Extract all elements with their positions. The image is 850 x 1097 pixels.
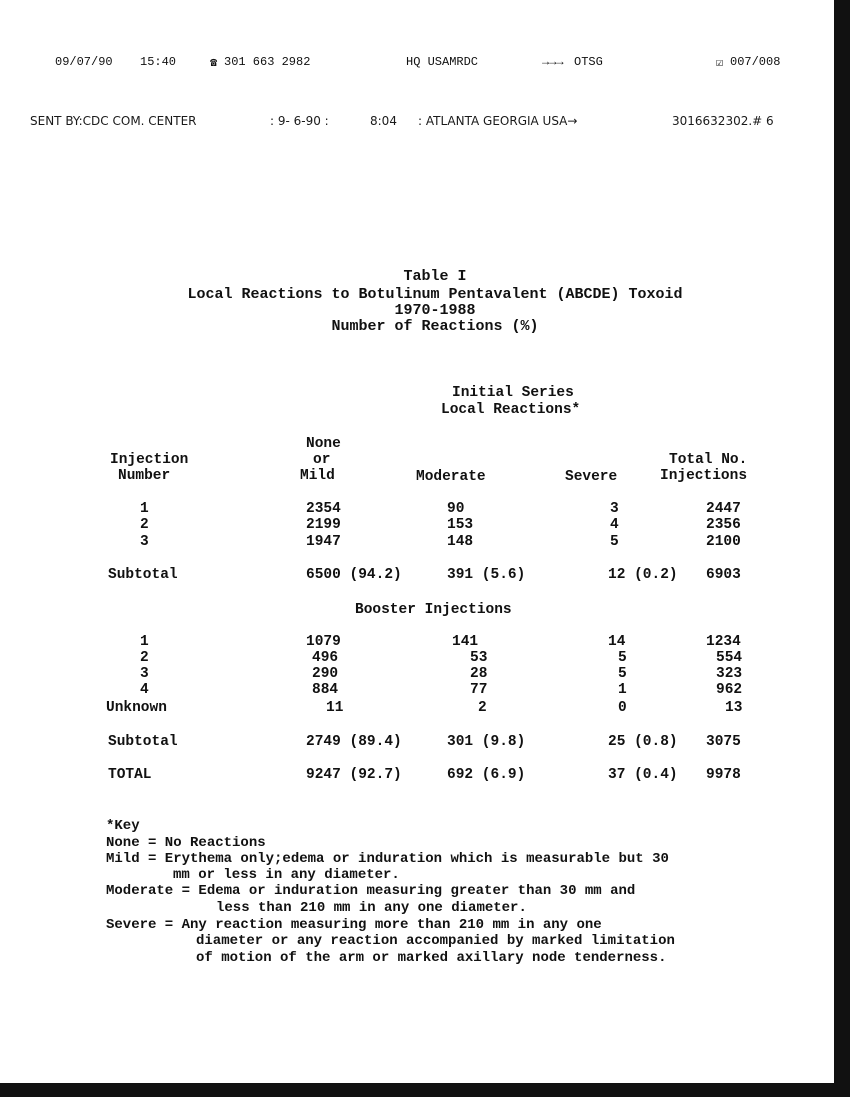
initial-row-2-moderate: 153 xyxy=(447,517,474,533)
booster-row-2-none-mild: 496 xyxy=(312,650,339,666)
grand-total-severe: 37 (0.4) xyxy=(608,767,678,783)
sent-by: SENT BY:CDC COM. CENTER xyxy=(30,114,197,128)
booster-row-2-severe: 5 xyxy=(618,650,627,666)
col-none-header: None xyxy=(306,436,341,452)
initial-row-1-severe: 3 xyxy=(610,501,619,517)
initial-row-3-none-mild: 1947 xyxy=(306,534,341,550)
booster-row-1-none-mild: 1079 xyxy=(306,634,341,650)
key-severe-cont-1: diameter or any reaction accompanied by marked limitation xyxy=(196,933,675,949)
table-subtitle: Local Reactions to Botulinum Pentavalent (ABCDE) Toxoid xyxy=(187,286,683,303)
col-none-header-2: or xyxy=(313,452,331,468)
booster-row-5-moderate: 2 xyxy=(478,700,487,716)
key-severe-cont-2: of motion of the arm or marked axillary node tenderness. xyxy=(196,950,667,966)
booster-row-4-severe: 1 xyxy=(618,682,627,698)
local-reactions-heading: Local Reactions* xyxy=(441,402,581,418)
initial-series-heading: Initial Series xyxy=(452,385,574,401)
scan-border-right xyxy=(834,0,850,1097)
initial-subtotal-none-mild: 6500 (94.2) xyxy=(306,567,402,583)
col-none-header-3: Mild xyxy=(300,468,335,484)
booster-subtotal-severe: 25 (0.8) xyxy=(608,734,678,750)
initial-row-1-none-mild: 2354 xyxy=(306,501,341,517)
fax-page: 007/008 xyxy=(730,55,781,69)
page-icon: ☑ xyxy=(716,56,724,70)
sent-code: 3016632302.# 6 xyxy=(672,114,774,128)
booster-row-4-none-mild: 884 xyxy=(312,682,339,698)
booster-row-3-total: 323 xyxy=(716,666,743,682)
booster-row-1-moderate: 141 xyxy=(452,634,479,650)
booster-row-3-moderate: 28 xyxy=(470,666,488,682)
booster-row-5-severe: 0 xyxy=(618,700,627,716)
key-none: None = No Reactions xyxy=(106,835,266,851)
fax-date: 09/07/90 xyxy=(55,55,113,69)
key-moderate: Moderate = Edema or induration measuring greater than 30 mm and xyxy=(106,883,636,899)
phone-icon: ☎ xyxy=(210,56,218,70)
grand-total-label: TOTAL xyxy=(108,767,152,783)
booster-row-2-injection: 2 xyxy=(140,650,149,666)
key-mild: Mild = Erythema only;edema or induration which is measurable but 30 xyxy=(106,851,669,867)
initial-subtotal-moderate: 391 (5.6) xyxy=(447,567,526,583)
initial-row-2-none-mild: 2199 xyxy=(306,517,341,533)
initial-row-1-injection: 1 xyxy=(140,501,149,517)
initial-row-1-moderate: 90 xyxy=(447,501,465,517)
initial-subtotal-total: 6903 xyxy=(706,567,741,583)
booster-subtotal-none-mild: 2749 (89.4) xyxy=(306,734,402,750)
grand-total-total: 9978 xyxy=(706,767,741,783)
sent-time: 8:04 xyxy=(370,114,397,128)
initial-row-2-total: 2356 xyxy=(706,517,741,533)
initial-row-2-injection: 2 xyxy=(140,517,149,533)
initial-row-3-severe: 5 xyxy=(610,534,619,550)
sent-date: : 9- 6-90 : xyxy=(270,114,329,128)
grand-total-moderate: 692 (6.9) xyxy=(447,767,526,783)
booster-row-3-severe: 5 xyxy=(618,666,627,682)
col-total-header: Total No. xyxy=(669,452,748,468)
booster-row-5-injection: Unknown xyxy=(106,700,167,716)
booster-heading: Booster Injections xyxy=(355,602,512,618)
sent-location: : ATLANTA GEORGIA USA→ xyxy=(418,114,578,128)
booster-subtotal-moderate: 301 (9.8) xyxy=(447,734,526,750)
fax-from: HQ USAMRDC xyxy=(406,55,479,69)
booster-row-2-moderate: 53 xyxy=(470,650,488,666)
initial-row-3-total: 2100 xyxy=(706,534,741,550)
fax-phone: 301 663 2982 xyxy=(224,55,311,69)
col-moderate-header: Moderate xyxy=(416,469,486,485)
table-title: Table I xyxy=(403,268,467,285)
booster-row-5-none-mild: 11 xyxy=(326,700,344,716)
booster-row-1-total: 1234 xyxy=(706,634,741,650)
booster-row-4-total: 962 xyxy=(716,682,743,698)
grand-total-none-mild: 9247 (92.7) xyxy=(306,767,402,783)
booster-row-2-total: 554 xyxy=(716,650,743,666)
scan-border-bottom xyxy=(0,1083,850,1097)
initial-subtotal-severe: 12 (0.2) xyxy=(608,567,678,583)
col-total-header-2: Injections xyxy=(660,468,748,484)
booster-row-4-injection: 4 xyxy=(140,682,149,698)
booster-row-5-total: 13 xyxy=(725,700,743,716)
key-mild-cont: mm or less in any diameter. xyxy=(173,867,400,883)
initial-row-3-injection: 3 xyxy=(140,534,149,550)
table-years: 1970-1988 xyxy=(394,302,476,319)
initial-row-3-moderate: 148 xyxy=(447,534,474,550)
col-severe-header: Severe xyxy=(565,469,618,485)
key-heading: *Key xyxy=(106,818,140,834)
initial-row-2-severe: 4 xyxy=(610,517,619,533)
booster-row-4-moderate: 77 xyxy=(470,682,488,698)
fax-to: OTSG xyxy=(574,55,603,69)
booster-row-3-injection: 3 xyxy=(140,666,149,682)
booster-row-3-none-mild: 290 xyxy=(312,666,339,682)
table-units: Number of Reactions (%) xyxy=(331,318,539,335)
booster-row-1-injection: 1 xyxy=(140,634,149,650)
col-injection-header-2: Number xyxy=(118,468,171,484)
initial-subtotal-label: Subtotal xyxy=(108,567,178,583)
col-injection-header: Injection xyxy=(110,452,189,468)
initial-row-1-total: 2447 xyxy=(706,501,741,517)
key-moderate-cont: less than 210 mm in any one diameter. xyxy=(216,900,527,916)
fax-time: 15:40 xyxy=(140,55,177,69)
booster-row-1-severe: 14 xyxy=(608,634,626,650)
booster-subtotal-total: 3075 xyxy=(706,734,741,750)
booster-subtotal-label: Subtotal xyxy=(108,734,178,750)
key-severe: Severe = Any reaction measuring more than 210 mm in any one xyxy=(106,917,602,933)
arrow-icon: →→→ xyxy=(542,55,564,69)
